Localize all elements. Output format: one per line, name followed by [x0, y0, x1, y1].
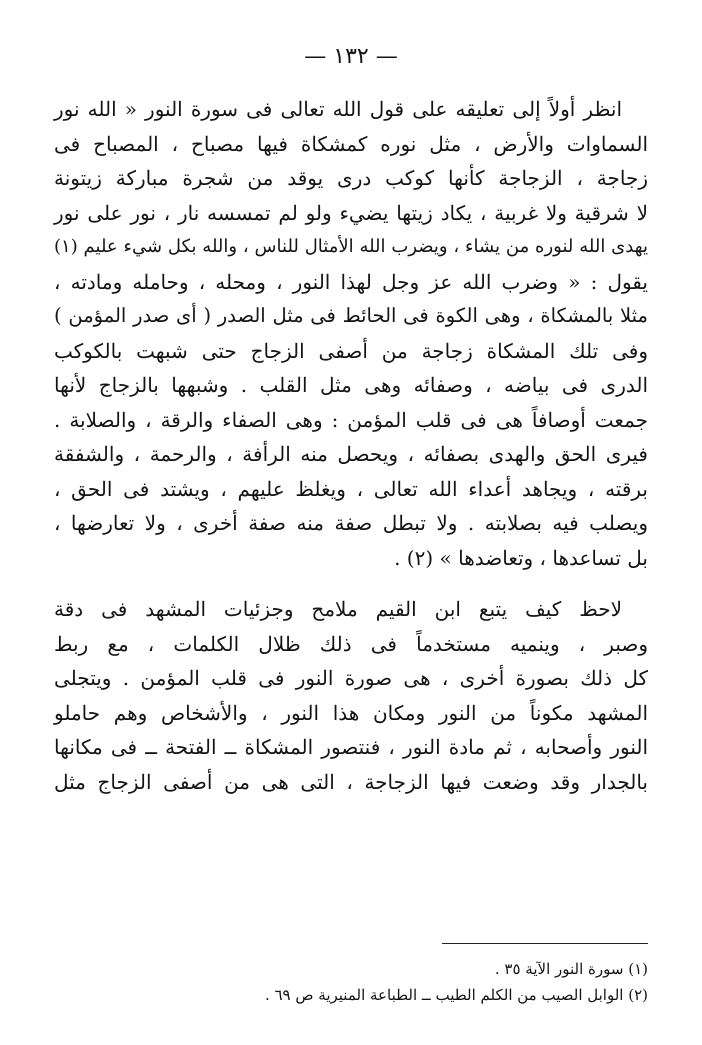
text-line: وصبر ، وينميه مستخدماً فى ذلك ظلال الكلمات ، مع ربط: [54, 631, 648, 656]
text-line: بل تساعدها ، وتعاضدها » (٢) .: [394, 545, 648, 570]
text-line: جمعت أوصافاً هى فى قلب المؤمن : وهى الصفاء والرقة ، والصلابة .: [54, 407, 648, 432]
text-line: الدرى فى بياضه ، وصفائه وهى مثل القلب . وشبهها بالزجاج لأنها: [54, 373, 648, 397]
footnote-1: (١) سورة النور الآية ٣٥ .: [494, 960, 648, 978]
footnote-2: (٢) الوابل الصيب من الكلم الطيب ــ الطباعة المنيرية ص ٦٩ .: [264, 986, 648, 1004]
text-line: بالجدار وقد وضعت فيها الزجاجة ، التى هى من أصفى الزجاج مثل: [54, 769, 648, 794]
text-line: النور وأصحابه ، ثم مادة النور ، فنتصور المشكاة ــ الفتحة ــ فى مكانها: [54, 735, 649, 759]
text-line: فيرى الحق والهدى بصفائه ، ويحصل منه الرأفة ، والرحمة ، والشفقة: [54, 442, 648, 466]
text-line: مثلا بالمشكاة ، وهى الكوة فى الحائط فى مثل الصدر ( أى صدر المؤمن ): [54, 304, 648, 327]
footnote-divider: [442, 943, 648, 944]
text-line: يقول : « وضرب الله عز وجل لهذا النور ، ومحله ، وحامله ومادته ،: [54, 269, 648, 294]
text-line: انظر أولاً إلى تعليقه على قول الله تعالى فى سورة النور « الله نور: [54, 97, 622, 121]
text-line: لا شرقية ولا غربية ، يكاد زيتها يضيء ولو لم تمسسه نار ، نور على نور: [54, 200, 648, 225]
text-line: لاحظ كيف يتبع ابن القيم ملامح وجزئيات المشهد فى دقة: [54, 597, 622, 621]
text-line: كل ذلك بصورة أخرى ، هى صورة النور فى قلب المؤمن . ويتجلى: [54, 666, 648, 690]
page-number: — ١٣٢ —: [304, 44, 398, 69]
text-line: المشهد مكوناً من النور ومكان هذا النور ، والأشخاص وهم حاملو: [54, 700, 648, 725]
text-line: السماوات والأرض ، مثل نوره كمشكاة فيها مصباح ، المصباح فى: [54, 131, 648, 156]
text-line: ويصلب فيه بصلابته . ولا تبطل صفة منه صفة أخرى ، ولا تعارضها ،: [54, 511, 648, 535]
paragraph-2: [54, 592, 648, 799]
footnotes: [54, 956, 648, 1008]
paragraph-1: [54, 92, 648, 575]
text-line: وفى تلك المشكاة زجاجة من أصفى الزجاج حتى شبهت بالكوكب: [54, 338, 648, 363]
main-text: [54, 92, 648, 799]
text-line: يهدى الله لنوره من يشاء ، ويضرب الله الأمثال للناس ، والله بكل شيء عليم (١): [54, 236, 648, 257]
text-line: برقته ، ويجاهد أعداء الله تعالى ، ويغلظ عليهم ، ويشتد فى الحق ،: [54, 476, 648, 501]
text-line: زجاجة ، الزجاجة كأنها كوكب درى يوقد من شجرة مباركة زيتونة: [54, 166, 648, 190]
